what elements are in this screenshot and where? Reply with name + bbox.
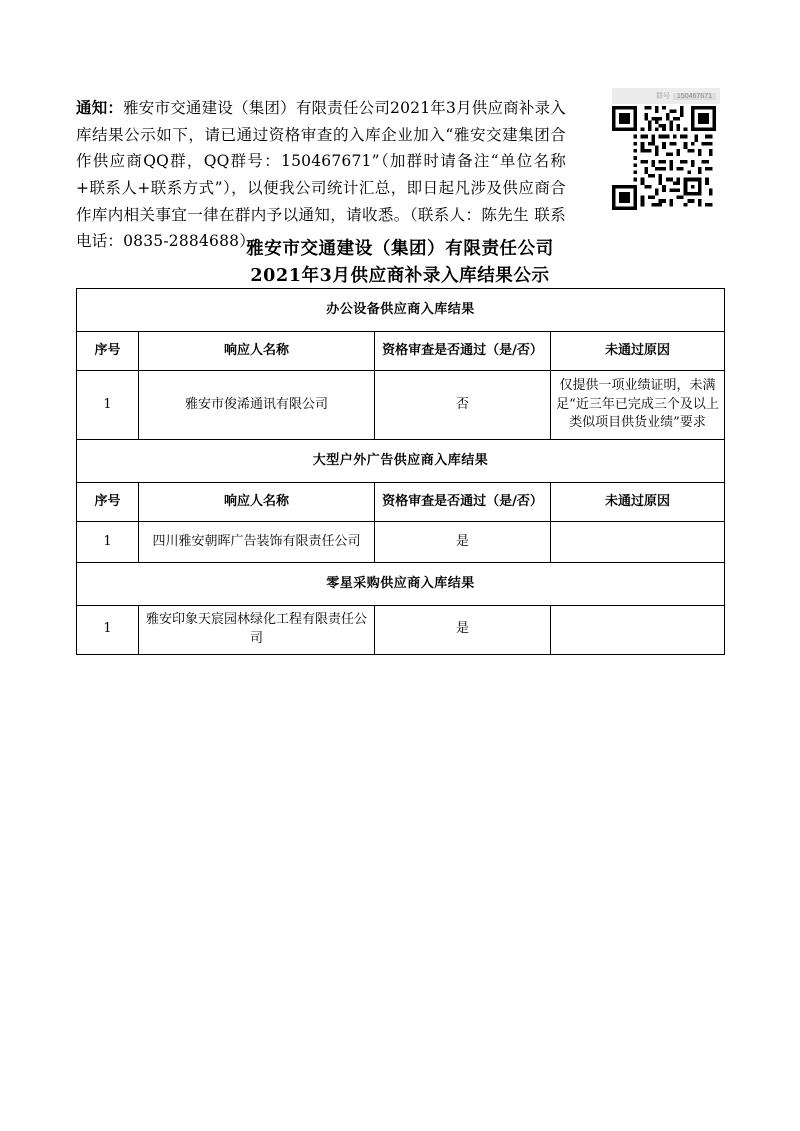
notice-body: 雅安市交通建设（集团）有限责任公司2021年3月供应商补录入库结果公示如下，请已通过资格审查的入库企业加入“雅安交建集团合作供应商QQ群，QQ群号：150467671”（加群时请备注“单位名称+联系人+联系方式”），以便我公司统计汇总，即日起凡涉及供应商合作库内相关事宜一律在群内予以通知，请收悉。（联系人：陈先生 联系电话：0835-2884688）: [76, 99, 566, 251]
section-heading: 零星采购供应商入库结果: [77, 563, 725, 606]
cell-no: 1: [77, 371, 139, 440]
column-header-name: 响应人名称: [139, 332, 375, 371]
table-row: [77, 522, 725, 563]
cell-reason: 仅提供一项业绩证明，未满足“近三年已完成三个及以上类似项目供货业绩”要求: [551, 371, 725, 440]
qr-number-text: 150467671: [673, 93, 716, 100]
column-header-pass: 资格审查是否通过（是/否）: [375, 483, 551, 522]
notice-lead: 通知：: [76, 98, 124, 117]
cell-reason: [551, 606, 725, 655]
page-title-line1: 雅安市交通建设（集团）有限责任公司: [246, 239, 554, 259]
cell-reason: [551, 522, 725, 563]
table-header-row: [77, 332, 725, 371]
column-header-reason: 未通过原因: [551, 332, 725, 371]
table-row: [77, 371, 725, 440]
results-table: [76, 288, 725, 655]
qr-code-icon: [612, 106, 716, 210]
column-header-reason: 未通过原因: [551, 483, 725, 522]
cell-no: 1: [77, 522, 139, 563]
column-header-no: 序号: [77, 483, 139, 522]
qr-code-block: [612, 88, 720, 210]
column-header-no: 序号: [77, 332, 139, 371]
cell-name: 雅安印象天宸园林绿化工程有限责任公司: [139, 606, 375, 655]
section-heading: 办公设备供应商入库结果: [77, 289, 725, 332]
cell-no: 1: [77, 606, 139, 655]
cell-pass: 是: [375, 606, 551, 655]
table-section-heading-row: [77, 289, 725, 332]
column-header-name: 响应人名称: [139, 483, 375, 522]
table-row: [77, 606, 725, 655]
section-heading: 大型户外广告供应商入库结果: [77, 440, 725, 483]
results-table-wrapper: [76, 288, 724, 655]
notice-paragraph: [76, 95, 566, 255]
column-header-pass: 资格审查是否通过（是/否）: [375, 332, 551, 371]
table-section-heading-row: [77, 563, 725, 606]
page-title: [0, 236, 800, 290]
page-title-line2: 2021年3月供应商补录入库结果公示: [250, 266, 550, 287]
table-section-heading-row: [77, 440, 725, 483]
qr-label-bar: [612, 88, 720, 104]
cell-name: 雅安市俊浠通讯有限公司: [139, 371, 375, 440]
cell-pass: 是: [375, 522, 551, 563]
table-header-row: [77, 483, 725, 522]
cell-pass: 否: [375, 371, 551, 440]
cell-name: 四川雅安朝晖广告装饰有限责任公司: [139, 522, 375, 563]
qr-label-text: 群号: [655, 93, 670, 100]
